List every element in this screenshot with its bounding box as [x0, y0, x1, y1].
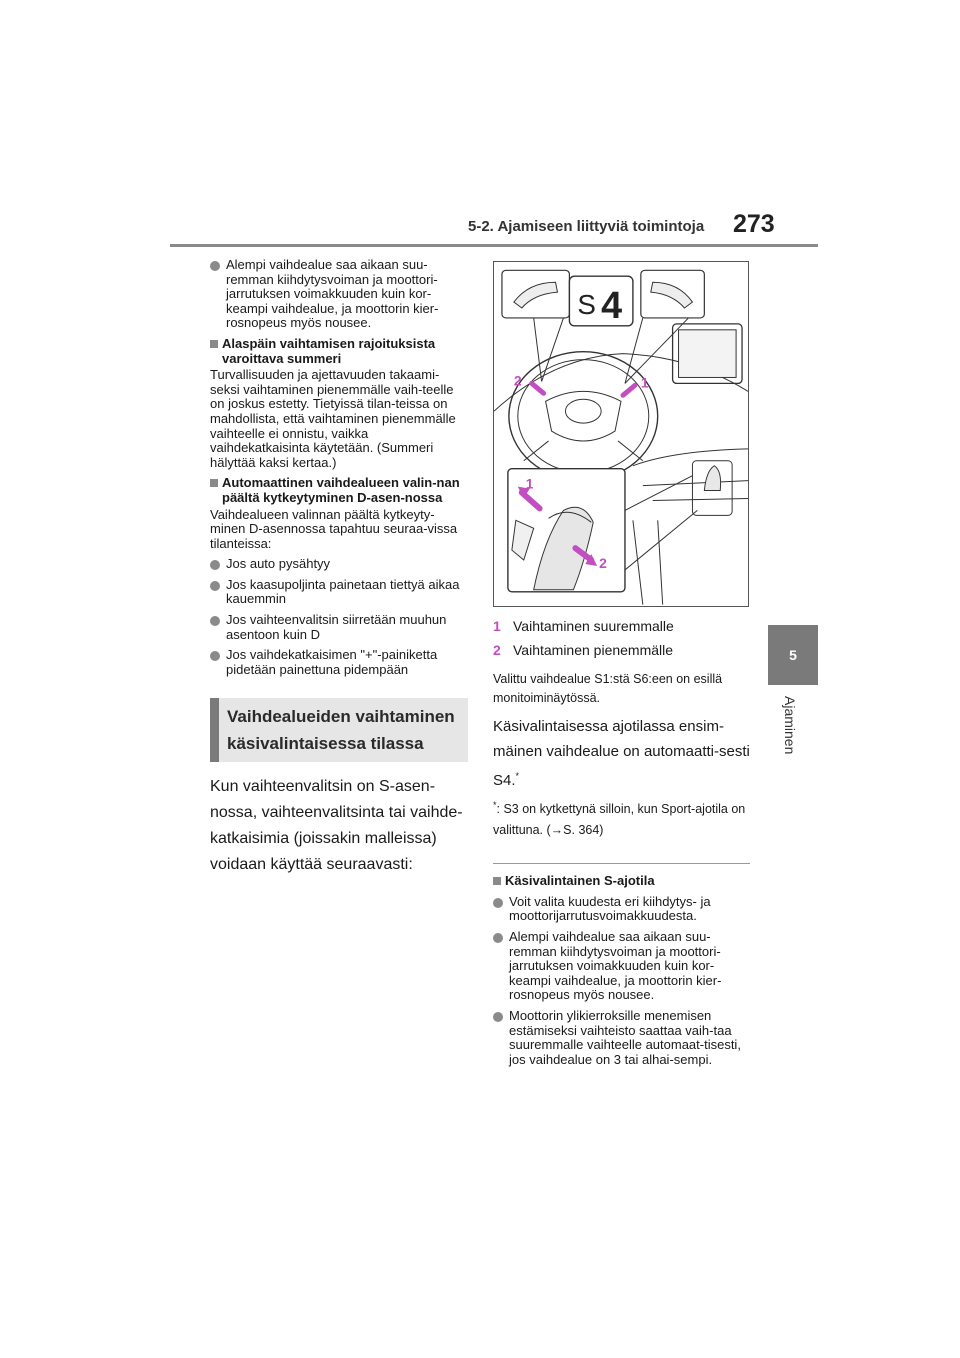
lever-callout-2: 2: [599, 554, 607, 571]
upshift-arrow: [623, 385, 635, 395]
right-column: [493, 614, 750, 1073]
list-item: Moottorin ylikierroksille menemisen estämiseksi vaihteisto saattaa vaih-taa suuremmalle vaihteelle automaat-tisesti, jos vaihdealue on 3 tai alhai-sempi.: [493, 1009, 750, 1067]
downshift-arrow: [532, 383, 544, 393]
lever-callout-1: 1: [525, 475, 534, 492]
page-number: 273: [733, 210, 775, 238]
range-note: Valittu vaihdealue S1:stä S6:een on esillä monitoiminäytössä.: [493, 672, 723, 705]
callout-2: 2: [513, 372, 522, 389]
list-item: Jos vaihteenvalitsin siirretään muuhun asentoon kuin D: [210, 613, 468, 642]
legend-text: Vaihtaminen suuremmalle: [513, 618, 674, 634]
paragraph: Vaihdealueen valinnan päältä kytkeyty-minen D-asennossa tapahtuu seuraa-vissa tilanteissa:: [210, 506, 458, 551]
list-item: Jos vaihdekatkaisimen "+"-painiketta pidetään painettuna pidempään: [210, 648, 468, 677]
initial-range-text: Käsivalintaisessa ajotilassa ensim-mäinen vaihdealue on automaatti-sesti S4.: [493, 718, 750, 789]
gear-display-inset: [569, 276, 633, 326]
list-item: Jos kaasupoljinta painetaan tiettyä aikaa kauemmin: [210, 578, 468, 607]
shift-lever-inset: [508, 469, 698, 592]
chapter-label: Ajaminen: [782, 696, 798, 755]
subheading: Automaattinen vaihdealueen valin-nan päältä kytkeytyminen D-asen-nossa: [210, 476, 468, 505]
list-item: Jos auto pysähtyy: [210, 557, 468, 572]
paddle-left-inset: [502, 270, 569, 381]
footnote-star: *: [493, 800, 497, 810]
callout-1: 1: [640, 374, 649, 391]
left-column: [210, 258, 468, 878]
footnote: [493, 795, 750, 841]
list-item: Voit valita kuudesta eri kiihdytys- ja moottorijarrutusvoimakkuudesta.: [493, 895, 750, 924]
subheading: Alaspäin vaihtamisen rajoituksista varoittava summeri: [210, 337, 468, 366]
subheading: Käsivalintainen S-ajotila: [493, 874, 750, 889]
section-title: 5-2. Ajamiseen liittyviä toimintoja: [468, 218, 705, 235]
paragraph: Turvallisuuden ja ajettavuuden takaami-seksi vaihtaminen pienemmälle vaih-teelle on joskus estetty. Tietyissä tilan-teissa on mahdollista, että vaihtaminen pienemmälle vaihteelle ei onnistu, vaikka vaihdekatkaisinta käytetään. (Summeri hälyttää kaksi kertaa.): [210, 367, 456, 470]
intro-paragraph: Kun vaihteenvalitsin on S-asen-nossa, vaihteenvalitsinta tai vaihde-katkaisimia (joissakin malleissa) voidaan käyttää seuraavasti:: [210, 778, 463, 874]
header-rule: [170, 244, 818, 247]
legend-item: [493, 614, 750, 638]
list-item: Alempi vaihdealue saa aikaan suu-remman kiihdytysvoiman ja moottori-jarrutuksen voimakkuuden kuin kor-keampi vaihdealue, ja moottorin kier-rosnopeus myös nousee.: [493, 930, 750, 1003]
display-gear-number: 4: [601, 283, 623, 326]
legend-number: 2: [493, 642, 501, 658]
cockpit-drawing: [494, 262, 748, 606]
section-heading: Vaihdealueiden vaihtaminen käsivalintaisessa tilassa: [210, 698, 468, 762]
display-s-label: S: [577, 288, 596, 320]
divider: [493, 863, 750, 864]
shift-illustration: [493, 261, 749, 607]
footnote-text: : S3 on kytkettynä silloin, kun Sport-ajotila on valittuna. (→S. 364): [493, 802, 746, 838]
legend-item: [493, 638, 750, 662]
legend-text: Vaihtaminen pienemmälle: [513, 642, 674, 658]
chapter-tab: 5: [768, 625, 818, 685]
list-item: Alempi vaihdealue saa aikaan suu-remman kiihdytysvoiman ja moottori-jarrutuksen voimakkuuden kuin kor-keampi vaihdealue, ja moottorin kier-rosnopeus myös nousee.: [210, 258, 468, 331]
legend-number: 1: [493, 618, 501, 634]
initial-range-paragraph: [493, 714, 750, 793]
footnote-marker: *: [515, 771, 520, 781]
